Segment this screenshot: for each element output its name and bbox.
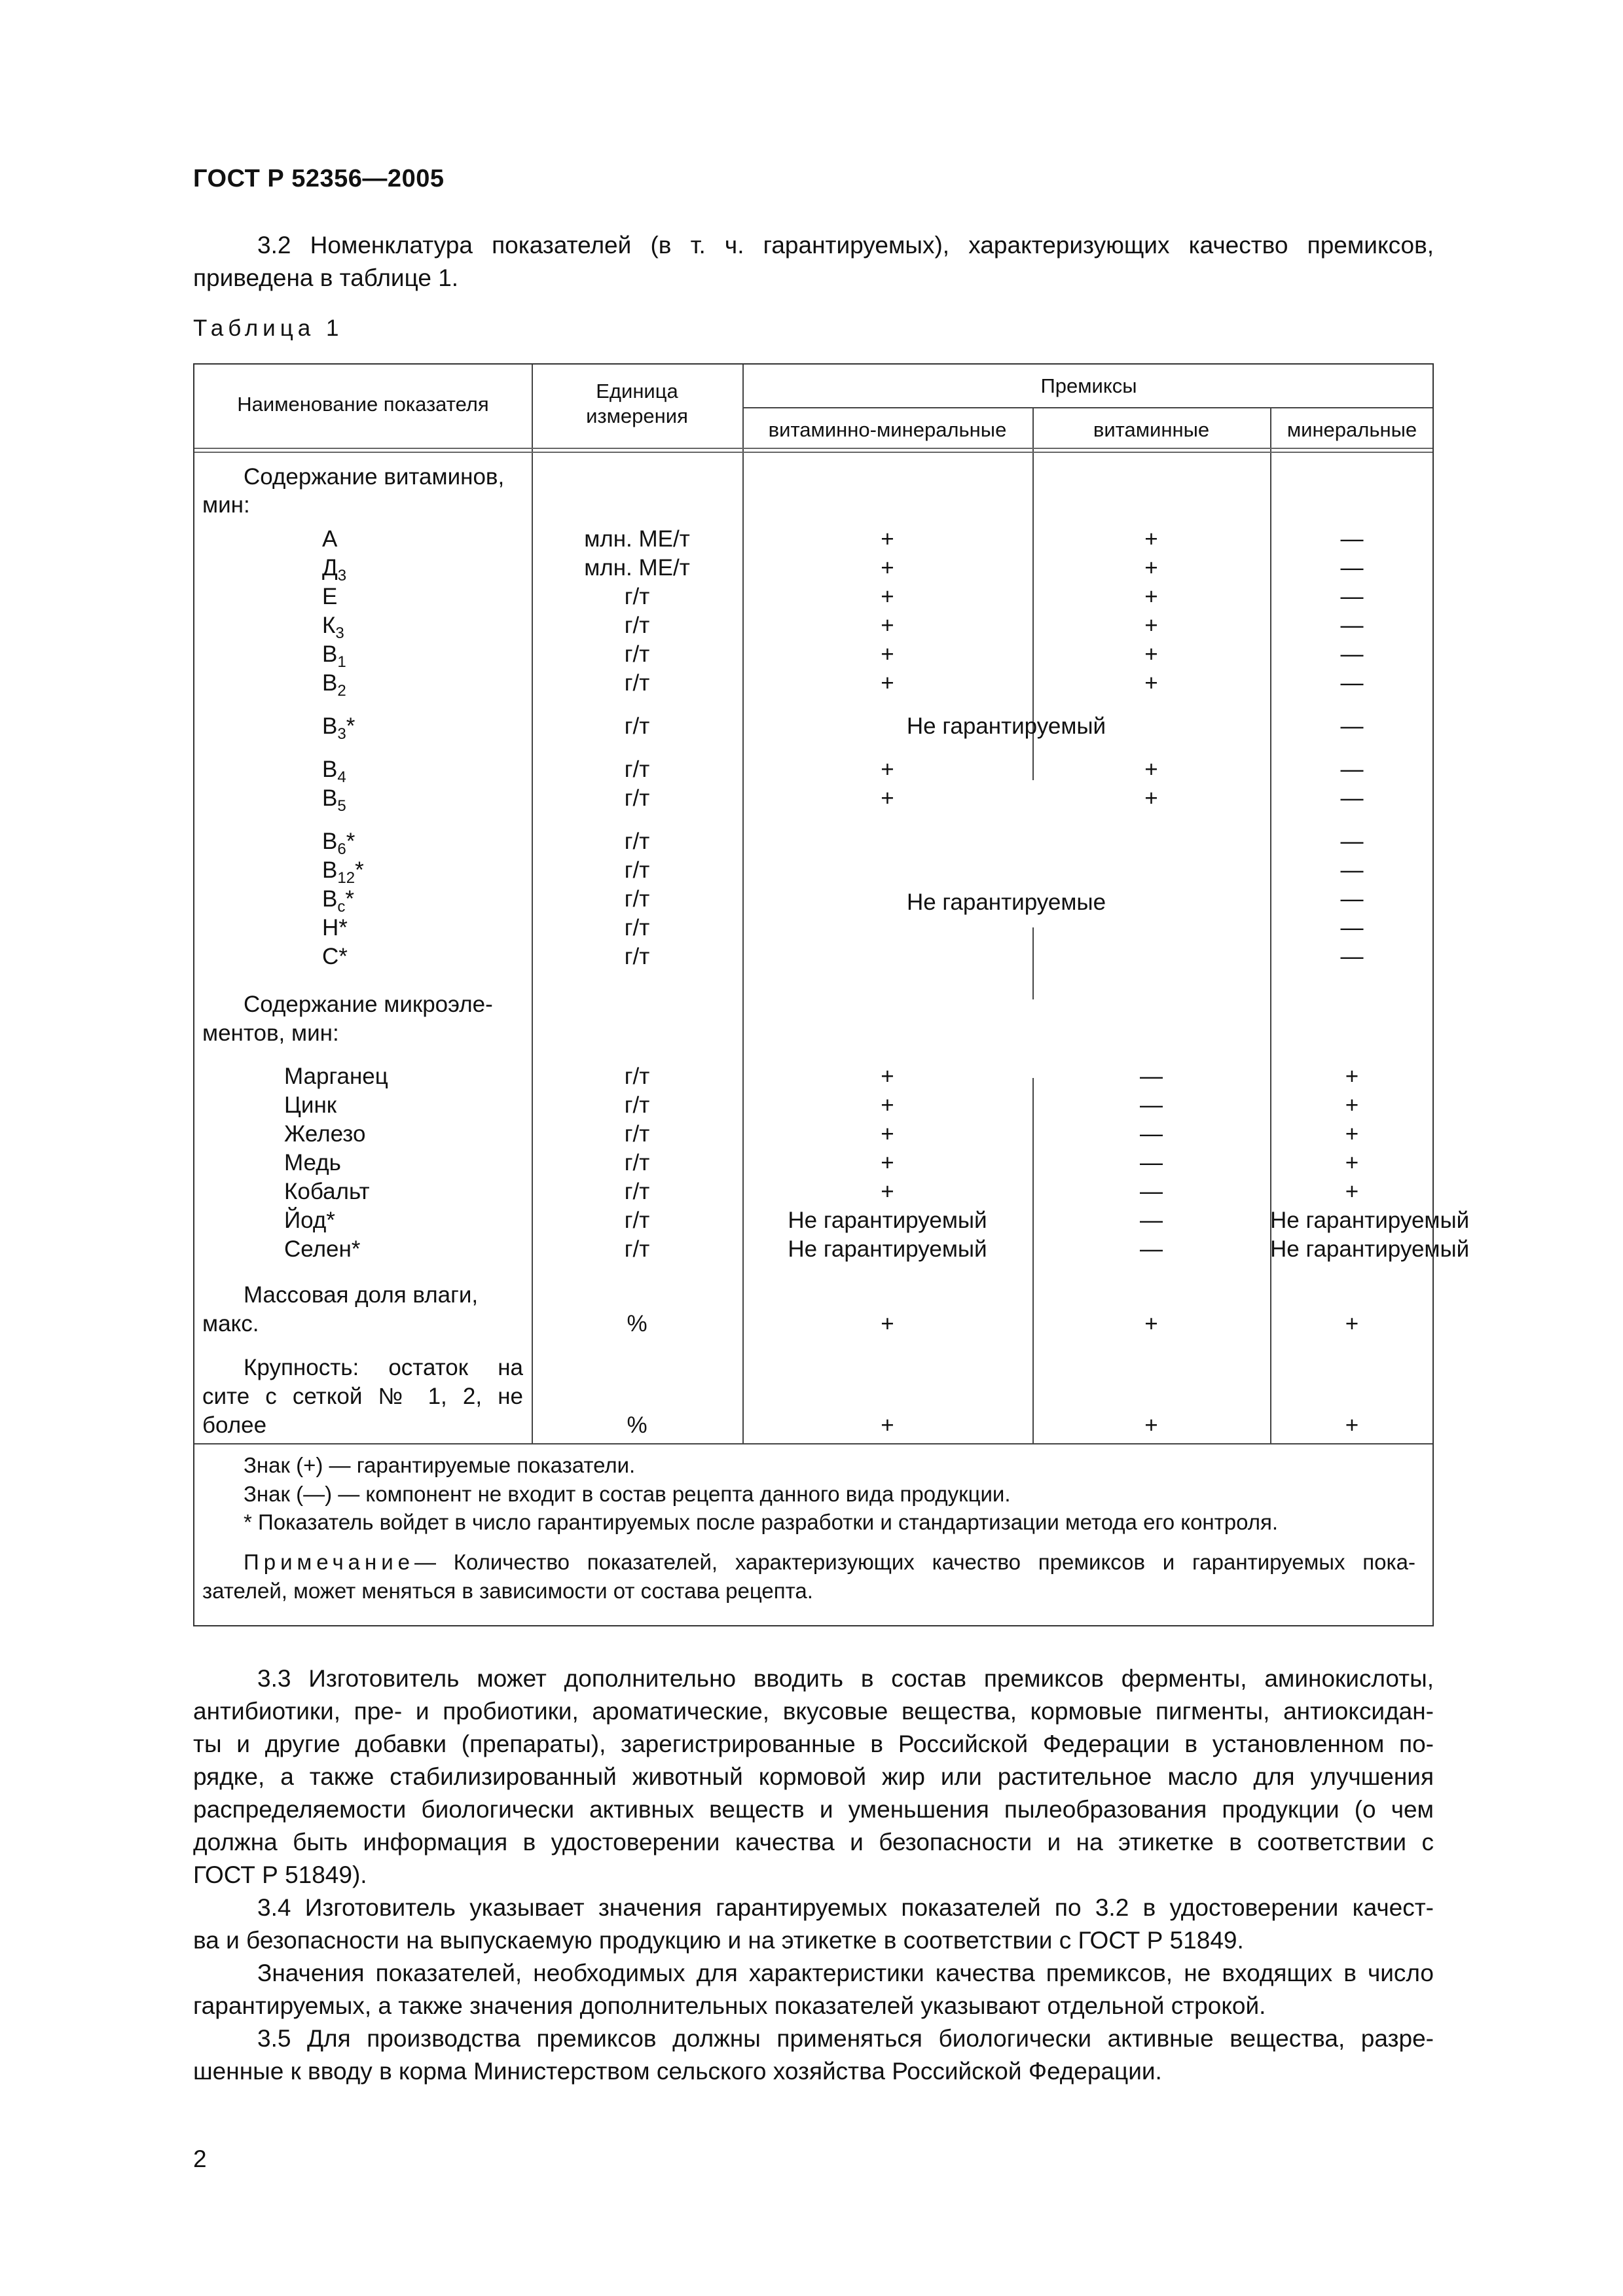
size-c3: + — [1345, 1412, 1359, 1438]
vitamin-vit-value: + — [1144, 670, 1158, 696]
vitamin-vitmin-value: + — [881, 641, 894, 667]
size-c1: + — [881, 1412, 894, 1438]
micro-vit-value: — — [1140, 1092, 1163, 1118]
vitamin-unit: г/т — [624, 886, 650, 912]
footnote-dash: Знак (—) — компонент не входит в состав рецепта данного вида продукции. — [244, 1482, 1011, 1506]
micro-name: Кобальт — [284, 1179, 370, 1204]
vitamin-name: $В_4$ — [322, 757, 346, 786]
micro-name: Марганец — [284, 1064, 388, 1089]
micro-name: Селен* — [284, 1236, 361, 1262]
size-title-1: Крупность: остаток на — [244, 1355, 523, 1380]
moisture-c1: + — [881, 1311, 894, 1336]
micro-vit-value: — — [1140, 1208, 1163, 1233]
moisture-c3: + — [1345, 1311, 1359, 1336]
text-line: ГОСТ Р 51849). — [193, 1861, 367, 1888]
text-line: ва и безопасности на выпускаемую продукцию и на этикетке в соответствии с ГОСТ Р 51849. — [193, 1927, 1244, 1954]
page-number: 2 — [193, 2145, 207, 2172]
vitamin-min-value: — — [1340, 584, 1364, 609]
vitamin-name: $К_3$ — [322, 613, 344, 642]
micro-min-value: + — [1345, 1179, 1359, 1204]
vitamin-unit: г/т — [624, 613, 650, 638]
header-name: Наименование показателя — [237, 393, 489, 416]
vitamin-name: С* — [322, 944, 348, 969]
micro-title-2: ментов, мин: — [202, 1020, 339, 1046]
vitamin-vitmin-value: + — [881, 584, 894, 609]
vitamin-min-value: — — [1340, 613, 1364, 638]
vitamin-min-value: — — [1340, 829, 1364, 854]
vitamin-unit: г/т — [624, 829, 650, 854]
vitamin-name: $В_2$ — [322, 670, 346, 700]
moisture-c2: + — [1144, 1311, 1158, 1336]
vitamin-vit-value: + — [1144, 785, 1158, 811]
vitamin-min-value: — — [1340, 641, 1364, 667]
vitamin-min-value: — — [1340, 670, 1364, 696]
vitamin-min-value: — — [1340, 757, 1364, 782]
text-line: приведена в таблице 1. — [193, 264, 459, 291]
vitamin-min-value: — — [1340, 915, 1364, 941]
vitamin-vit-value: + — [1144, 526, 1158, 552]
micro-vitmin-value: Не гарантируемый — [788, 1236, 987, 1262]
vitamin-name: $В_5$ — [322, 785, 346, 815]
micro-vit-value: — — [1140, 1121, 1163, 1147]
text-line: ты и другие добавки (препараты), зарегистрированные в Российской Федерации в установленном по- — [193, 1731, 1434, 1757]
micro-unit: г/т — [624, 1092, 650, 1118]
note-line-1: — Количество показателей, характеризующих качество премиксов и гарантируемых пока- — [414, 1550, 1415, 1574]
vit-merged-not-guaranteed: Не гарантируемые — [906, 889, 1106, 915]
micro-name: Цинк — [284, 1092, 337, 1118]
vitamin-unit: г/т — [624, 944, 650, 969]
vitamin-name: $В_1$ — [322, 641, 346, 671]
text-line: распределяемости биологически активных веществ и уменьшения пылеобразования продукции (о чем — [193, 1796, 1434, 1823]
micro-min-value: + — [1345, 1092, 1359, 1118]
micro-min-value: Не гарантируемый — [1270, 1236, 1470, 1262]
micro-vitmin-value: + — [881, 1179, 894, 1204]
micro-unit: г/т — [624, 1064, 650, 1089]
moisture-unit: % — [627, 1311, 647, 1336]
micro-vit-value: — — [1140, 1064, 1163, 1089]
vitamin-unit: г/т — [624, 757, 650, 782]
vitamin-name: A — [322, 526, 338, 552]
vitamin-unit: г/т — [624, 584, 650, 609]
vitamin-min-value: — — [1340, 886, 1364, 912]
micro-vitmin-value: Не гарантируемый — [788, 1208, 987, 1233]
vitamin-vit-value: + — [1144, 584, 1158, 609]
size-title-3: более — [202, 1412, 267, 1438]
text-line: должна быть информация в удостоверении качества и безопасности и на этикетке в соответствии с — [193, 1829, 1434, 1856]
vitamin-unit: г/т — [624, 915, 650, 941]
vitamin-name: Н* — [322, 915, 348, 941]
micro-unit: г/т — [624, 1150, 650, 1175]
vitamin-vitmin-value: + — [881, 526, 894, 552]
micro-vitmin-value: + — [881, 1064, 894, 1089]
text-line: Значения показателей, необходимых для характеристики качества премиксов, не входящих в число — [257, 1960, 1434, 1986]
vitamin-unit: г/т — [624, 670, 650, 696]
text-line: рядке, а также стабилизированный животный кормовой жир или растительное масло для улучшения — [193, 1763, 1434, 1790]
vitamin-vit-value: + — [1144, 641, 1158, 667]
vitamin-vit-value: + — [1144, 613, 1158, 638]
vitamin-min-value: — — [1340, 944, 1364, 969]
vitamin-vitmin-value: + — [881, 613, 894, 638]
vitamins-title-2: мин: — [202, 492, 250, 518]
vitamin-vitmin-value: + — [881, 555, 894, 581]
micro-name: Медь — [284, 1150, 341, 1175]
vitamin-name: $Д_3$ — [322, 555, 347, 584]
micro-unit: г/т — [624, 1236, 650, 1262]
row-b3-min: — — [1340, 713, 1364, 739]
text-line: 3.3 Изготовитель может дополнительно вводить в состав премиксов ферменты, аминокислоты, — [257, 1665, 1434, 1692]
vitamin-unit: г/т — [624, 857, 650, 883]
vitamins-title: Содержание витаминов, — [244, 464, 505, 490]
header-col-vit: витаминные — [1093, 418, 1210, 441]
vitamin-vitmin-value: + — [881, 785, 894, 811]
size-unit: % — [627, 1412, 647, 1438]
micro-name: Йод* — [284, 1208, 335, 1233]
intro-paragraph — [193, 229, 1434, 295]
micro-min-value: + — [1345, 1064, 1359, 1089]
footnote-star: * Показатель войдет в число гарантируемых после разработки и стандартизации метода его контроля. — [244, 1510, 1279, 1534]
indicators-table — [193, 363, 1470, 1626]
paragraph-3-3 — [193, 1662, 1434, 1892]
micro-name: Железо — [284, 1121, 366, 1147]
vitamin-min-value: — — [1340, 785, 1364, 811]
micro-min-value: + — [1345, 1121, 1359, 1147]
header-group: Премиксы — [1040, 374, 1137, 397]
moisture-title-2: макс. — [202, 1311, 259, 1336]
micro-vit-value: — — [1140, 1236, 1163, 1262]
document-id: ГОСТ Р 52356—2005 — [193, 165, 445, 192]
micro-min-value: Не гарантируемый — [1270, 1208, 1470, 1233]
note-line-2: зателей, может меняться в зависимости от состава рецепта. — [202, 1579, 813, 1603]
header-unit-1: Единица — [596, 380, 678, 403]
vitamin-unit: млн. МЕ/т — [584, 526, 690, 552]
vitamin-name: $В_{12}*$ — [322, 857, 364, 887]
header-col-min: минеральные — [1286, 418, 1417, 441]
header-unit-2: измерения — [586, 404, 688, 427]
size-c2: + — [1144, 1412, 1158, 1438]
vitamin-min-value: — — [1340, 555, 1364, 581]
vitamin-vitmin-value: + — [881, 670, 894, 696]
micro-vitmin-value: + — [881, 1150, 894, 1175]
text-line: 3.2 Номенклатура показателей (в т. ч. гарантируемых), характеризующих качество премиксов, — [257, 232, 1434, 259]
text-line: шенные к вводу в корма Министерством сельского хозяйства Российской Федерации. — [193, 2058, 1162, 2085]
micro-vitmin-value: + — [881, 1121, 894, 1147]
text-line: антибиотики, пре- и пробиотики, ароматические, вкусовые вещества, кормовые пигменты, антиоксидан- — [193, 1698, 1434, 1725]
vitamin-vit-value: + — [1144, 555, 1158, 581]
micro-vitmin-value: + — [881, 1092, 894, 1118]
vitamin-unit: г/т — [624, 785, 650, 811]
size-title-2: сите с сеткой № 1, 2, не — [202, 1384, 523, 1409]
micro-vit-value: — — [1140, 1150, 1163, 1175]
micro-vit-value: — — [1140, 1179, 1163, 1204]
vitamin-min-value: — — [1340, 526, 1364, 552]
micro-unit: г/т — [624, 1121, 650, 1147]
vitamin-vitmin-value: + — [881, 757, 894, 782]
table-caption: Таблица 1 — [193, 315, 344, 341]
vitamin-name: E — [322, 584, 338, 609]
moisture-title: Массовая доля влаги, — [244, 1282, 479, 1308]
micro-unit: г/т — [624, 1179, 650, 1204]
row-b3-name: $В_3*$ — [322, 713, 356, 743]
vitamin-min-value: — — [1340, 857, 1364, 883]
vitamin-unit: млн. МЕ/т — [584, 555, 690, 581]
vitamin-vit-value: + — [1144, 757, 1158, 782]
vitamin-name: $В_c*$ — [322, 886, 354, 916]
row-b3-unit: г/т — [624, 713, 650, 739]
footnote-plus: Знак (+) — гарантируемые показатели. — [244, 1453, 636, 1477]
vitamin-unit: г/т — [624, 641, 650, 667]
paragraph-3-4 — [193, 1892, 1434, 2088]
text-line: гарантируемых, а также значения дополнительных показателей указывают отдельной строкой. — [193, 1992, 1266, 2019]
micro-unit: г/т — [624, 1208, 650, 1233]
row-b3-merged: Не гарантируемый — [906, 713, 1106, 739]
text-line: 3.5 Для производства премиксов должны применяться биологически активные вещества, разре- — [257, 2025, 1434, 2052]
micro-title: Содержание микроэле- — [244, 992, 493, 1017]
micro-min-value: + — [1345, 1150, 1359, 1175]
table-note — [244, 1548, 1415, 1577]
text-line: 3.4 Изготовитель указывает значения гарантируемых показателей по 3.2 в удостоверении качест- — [257, 1894, 1434, 1921]
note-label: Примечание — [244, 1550, 415, 1574]
header-col-vitmin: витаминно-минеральные — [768, 418, 1007, 441]
vitamin-name: $В_6*$ — [322, 829, 356, 858]
